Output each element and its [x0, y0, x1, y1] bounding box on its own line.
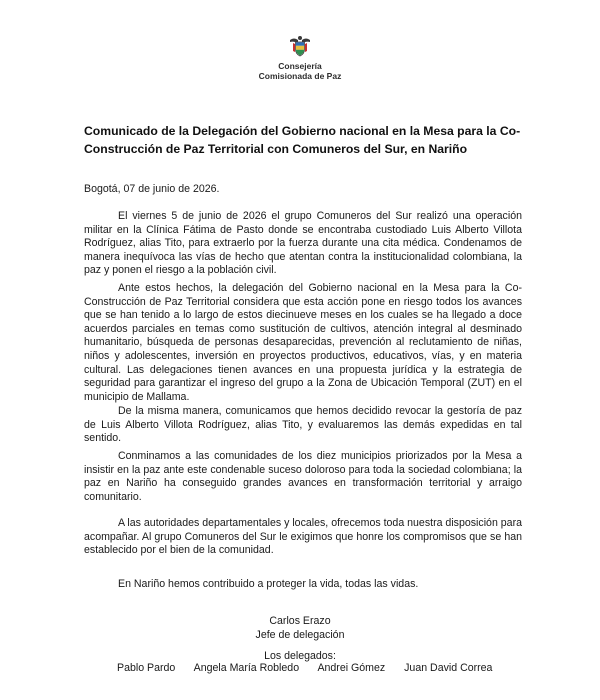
delegate-name: Juan David Correa	[404, 662, 493, 674]
paragraph-4: Conminamos a las comunidades de los diez municipios priorizados por la Mesa a insistir en la paz ante este condenable suceso doloroso para toda la sociedad colombiana; la paz en Nariño ha conseguido grandes avances en transformación territorial y arraigo comunitario.	[84, 450, 522, 503]
header-logo	[0, 34, 600, 81]
org-name-line2: Comisionada de Paz	[258, 71, 342, 81]
org-name-line1: Consejería	[278, 61, 322, 71]
closing-line: En Nariño hemos contribuido a proteger la vida, todas las vidas.	[118, 578, 419, 590]
signer-role: Jefe de delegación	[255, 629, 345, 641]
document-title: Comunicado de la Delegación del Gobierno nacional en la Mesa para la Co-Construcción de Paz Territorial con Comuneros del Sur, en Nariño	[84, 124, 521, 156]
document-date: Bogotá, 07 de junio de 2026.	[84, 183, 220, 195]
delegate-name: Andrei Gómez	[317, 662, 386, 674]
paragraph-2: Ante estos hechos, la delegación del Gobierno nacional en la Mesa para la Co-Construcción de Paz Territorial considera que esta acción pone en riesgo todos los avances que se han tenido a lo largo de estos diecinueve meses en los cuales se ha llegado a doce acuerdos parciales en temas como sustitución de cultivos, atención integral al desminado humanitario, búsqueda de personas desaparecidas, prevención al reclutamiento de niñas, niños y adolescentes, inversión en proyectos productivos, educativos, vías, y en materia cultural. Las delegaciones tienen avances en una propuesta jurídica y la estrategia de seguridad para garantizar el ingreso del grupo a la Zona de Ubicación Temporal (ZUT) en el municipio de Mallama.	[84, 282, 522, 403]
delegates-heading: Los delegados:	[264, 650, 336, 662]
paragraph-3: De la misma manera, comunicamos que hemos decidido revocar la gestoría de paz de Luis Alberto Villota Rodríguez, alias Tito, y evaluaremos las demás expedidas en tal sentido.	[84, 405, 522, 445]
delegates-list	[117, 662, 508, 674]
paragraph-5: A las autoridades departamentales y locales, ofrecemos toda nuestra disposición para acompañar. Al grupo Comuneros del Sur le exigimos que honre los compromisos que se han establecido por el bien de la comunidad.	[84, 517, 522, 557]
delegate-name: Angela María Robledo	[193, 662, 300, 674]
signer-name: Carlos Erazo	[269, 615, 331, 627]
delegate-name: Pablo Pardo	[117, 662, 176, 674]
coat-of-arms-icon	[288, 34, 312, 58]
paragraph-1: El viernes 5 de junio de 2026 el grupo Comuneros del Sur realizó una operación militar en la Clínica Fátima de Pasto donde se encontraba custodiado Luis Alberto Villota Rodríguez, alias Tito, para extraerlo por la fuerza durante una cita médica. Condenamos de manera inequívoca las vías de hecho que atentan contra la institucionalidad colombiana, la paz y ponen el riesgo a la población civil.	[84, 210, 522, 277]
